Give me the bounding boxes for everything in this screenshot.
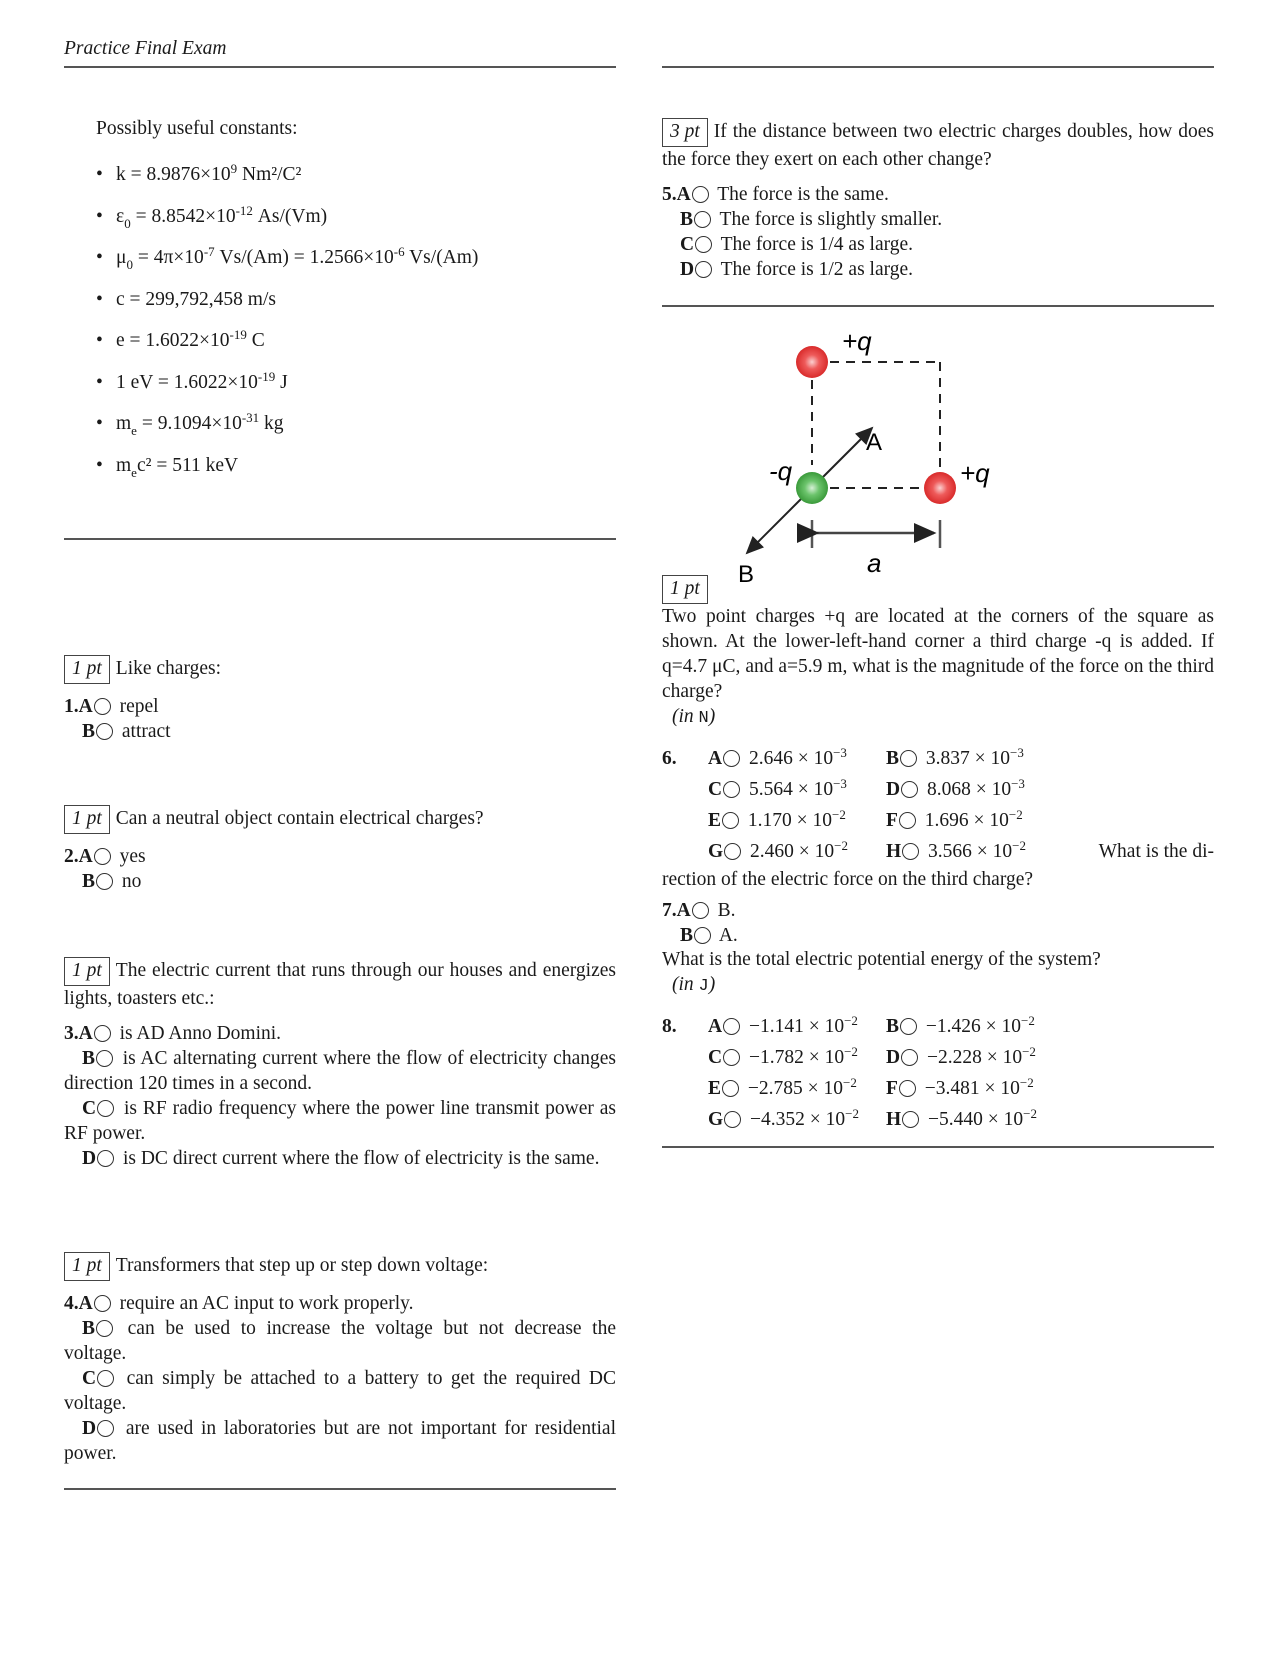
option-8f[interactable]: $F -3.481 \times 10^{-2}$ [886, 1075, 1034, 1099]
radio-circle-icon[interactable] [695, 236, 712, 253]
radio-circle-icon[interactable] [96, 1050, 113, 1067]
option-6f[interactable]: F $1.696 \times 10^{-2}$ [886, 807, 1023, 831]
radio-circle-icon[interactable] [94, 698, 111, 715]
radio-circle-icon[interactable] [723, 1049, 740, 1066]
radio-circle-icon[interactable] [94, 1295, 111, 1312]
option-6a[interactable]: A $2.646 \times 10^{-3}$ [708, 745, 847, 769]
negative-charge-corner-icon [796, 472, 828, 504]
question-stem: Like charges: [115, 658, 222, 679]
option-8b[interactable]: $B -1.426 \times 10^{-2}$ [886, 1013, 1035, 1037]
header-rule-left [64, 66, 616, 68]
question-6 [662, 575, 1214, 892]
radio-circle-icon[interactable] [694, 211, 711, 228]
question-7 [662, 898, 1214, 948]
charge-square-diagram [702, 310, 1002, 590]
option-8c[interactable]: $C -1.782 \times 10^{-2}$ [708, 1044, 858, 1068]
constant-ev: • 1 eV = $1.6022\times 10^{-19}$ J [96, 362, 616, 404]
question-1 [64, 655, 616, 744]
option-6e[interactable]: E $1.170 \times 10^{-2}$ [708, 807, 846, 831]
question-stem: Two point charges +q are located at the corners of the square as shown. At the lower-left-hand corner a third charge -q is added. If q=4.7 μC, and a=5.9 m, what is the magnitude of the force on the third charge? [662, 606, 1214, 702]
unit-label: (in J) [672, 974, 716, 996]
option-8h[interactable]: $H -5.440 \times 10^{-2}$ [886, 1106, 1038, 1130]
option-3a[interactable]: 3.A is AD Anno Domini. [64, 1023, 282, 1044]
option-2a[interactable]: 2.A yes [64, 846, 146, 867]
option-6g[interactable]: G $2.460 \times 10^{-2}$ [708, 838, 849, 862]
question-8 [662, 947, 1214, 1135]
question-4 [64, 1252, 616, 1466]
question-stem: What is the total electric potential energy of the system? [662, 949, 1101, 970]
points-badge: 1 pt [64, 655, 110, 684]
radio-circle-icon[interactable] [722, 1080, 739, 1097]
radio-circle-icon[interactable] [900, 1018, 917, 1035]
positive-charge-right-icon [924, 472, 956, 504]
label-top-charge: +q [842, 326, 872, 356]
constants-rule [64, 538, 616, 540]
radio-circle-icon[interactable] [899, 1080, 916, 1097]
radio-circle-icon[interactable] [97, 1370, 114, 1387]
label-arrow-a: A [866, 429, 883, 456]
radio-circle-icon[interactable] [692, 902, 709, 919]
option-1b[interactable]: B attract [82, 721, 171, 742]
radio-circle-icon[interactable] [694, 927, 711, 944]
constant-e: • $e = 1.6022\times 10^{-19}$ C [96, 320, 616, 362]
radio-circle-icon[interactable] [902, 843, 919, 860]
constant-epsilon0: • $\varepsilon_0 = 8.8542\times 10^{-12}$ As/(Vm) [96, 196, 616, 238]
constants-list [96, 154, 616, 486]
label-arrow-b: B [738, 561, 755, 588]
radio-circle-icon[interactable] [97, 1420, 114, 1437]
question-stem: If the distance between two electric charges doubles, how does the force they exert on each other change? [662, 121, 1214, 170]
option-5d[interactable]: D The force is 1/2 as large. [680, 259, 914, 280]
option-4b[interactable]: B can be used to increase the voltage but not decrease the voltage. [64, 1318, 617, 1364]
answer-grid-6: 6. A $2.646 \times 10^{-3}$ B $3.837 \times 10^{-3}$ C $5.564 \times 10^{-3}$ D $8.068 \times 10^{-3}$ E $1.170 \times 10^{-2}$ F $1.696 \times 10^{-2}$ G $2.460 \times 10^{-2}$ H $3.566 \times 10^{-2}$ What is the di- [662, 743, 1214, 867]
bottom-rule-left [64, 1488, 616, 1490]
radio-circle-icon[interactable] [94, 1025, 111, 1042]
label-corner-charge: -q [769, 456, 793, 486]
points-badge: 3 pt [662, 118, 708, 147]
radio-circle-icon[interactable] [97, 1100, 114, 1117]
radio-circle-icon[interactable] [695, 261, 712, 278]
header-rule-right [662, 66, 1214, 68]
question-2 [64, 805, 616, 894]
radio-circle-icon[interactable] [901, 1049, 918, 1066]
points-badge: 1 pt [64, 805, 110, 834]
q5-rule [662, 305, 1214, 307]
constant-mu0: • $\mu_0 = 4\pi\times 10^{-7}$ $Vs/(Am) = 1.2566\times 10^{-6}$ Vs/(Am) [96, 237, 616, 279]
points-badge: 1 pt [64, 957, 110, 986]
option-4a[interactable]: 4.A require an AC input to work properly. [64, 1293, 414, 1314]
radio-circle-icon[interactable] [692, 186, 709, 203]
question-3 [64, 957, 616, 1171]
option-6d[interactable]: D $8.068 \times 10^{-3}$ [886, 776, 1025, 800]
option-4d[interactable]: D are used in laboratories but are not important for residential power. [64, 1418, 616, 1464]
question-stem: The electric current that runs through our houses and energizes lights, toasters etc.: [64, 960, 616, 1009]
constants-title: Possibly useful constants: [96, 118, 298, 139]
option-6c[interactable]: C $5.564 \times 10^{-3}$ [708, 776, 847, 800]
arrow-b-icon [747, 496, 804, 553]
radio-circle-icon[interactable] [899, 812, 916, 829]
option-3d[interactable]: D is DC direct current where the flow of electricity is the same. [82, 1148, 600, 1169]
radio-circle-icon[interactable] [900, 750, 917, 767]
radio-circle-icon[interactable] [97, 1150, 114, 1167]
distance-marker [812, 520, 940, 548]
constant-k: • $k = 8.9876\times 10^9$ Nm²/C² [96, 154, 616, 196]
radio-circle-icon[interactable] [724, 1111, 741, 1128]
option-8e[interactable]: $E -2.785 \times 10^{-2}$ [708, 1075, 857, 1099]
option-3c[interactable]: C is RF radio frequency where the power line transmit power as RF power. [64, 1098, 616, 1144]
radio-circle-icon[interactable] [723, 1018, 740, 1035]
radio-circle-icon[interactable] [902, 1111, 919, 1128]
radio-circle-icon[interactable] [94, 848, 111, 865]
label-right-charge: +q [960, 458, 990, 488]
option-3b[interactable]: B is AC alternating current where the flow of electricity changes direction 120 times in a second. [64, 1048, 616, 1094]
radio-circle-icon[interactable] [96, 1320, 113, 1337]
option-5a[interactable]: 5.A The force is the same. [662, 184, 889, 205]
answer-grid-8: 8. $A -1.141 \times 10^{-2}$ $B -1.426 \times 10^{-2}$ $C -1.782 \times 10^{-2}$ $D -2.228 \times 10^{-2}$ $E -2.785 \times 10^{-2}$ $F -3.481 \times 10^{-2}$ $G -4.352 \times 10^{-2}$ $H -5.440 \times 10^{-2}$ [662, 1011, 1214, 1135]
option-5b[interactable]: B The force is slightly smaller. [680, 209, 943, 230]
unit-label: (in N) [672, 706, 716, 728]
radio-circle-icon[interactable] [96, 873, 113, 890]
radio-circle-icon[interactable] [901, 781, 918, 798]
arrow-a-icon [820, 428, 872, 480]
option-7a[interactable]: 7.A B. [662, 900, 736, 921]
question-7-stem-part1: What is the di- [1098, 841, 1214, 862]
question-stem: Can a neutral object contain electrical charges? [115, 808, 484, 829]
option-6h[interactable]: H $3.566 \times 10^{-2}$ [886, 838, 1027, 862]
option-8g[interactable]: $G -4.352 \times 10^{-2}$ [708, 1106, 860, 1130]
option-8a[interactable]: $A -1.141 \times 10^{-2}$ [708, 1013, 858, 1037]
question-7-stem-part2: rection of the electric force on the third charge? [662, 869, 1034, 890]
constant-mec2: • $m_ec^2 = 511$ keV [96, 445, 616, 487]
constants-section [96, 118, 616, 486]
question-stem: Transformers that step up or step down voltage: [115, 1255, 489, 1276]
option-6b[interactable]: B $3.837 \times 10^{-3}$ [886, 745, 1024, 769]
radio-circle-icon[interactable] [96, 723, 113, 740]
option-4c[interactable]: C can simply be attached to a battery to get the required DC voltage. [64, 1368, 617, 1414]
option-1a[interactable]: 1.A repel [64, 696, 159, 717]
option-5c[interactable]: C The force is 1/4 as large. [680, 234, 914, 255]
option-8d[interactable]: $D -2.228 \times 10^{-2}$ [886, 1044, 1036, 1068]
radio-circle-icon[interactable] [723, 750, 740, 767]
bottom-rule-right [662, 1146, 1214, 1148]
radio-circle-icon[interactable] [722, 812, 739, 829]
points-badge: 1 pt [662, 575, 708, 604]
page-header-title: Practice Final Exam [64, 38, 227, 59]
option-7b[interactable]: B A. [680, 925, 738, 946]
option-2b[interactable]: B no [82, 871, 142, 892]
constant-c: • c = 299,792,458 m/s [96, 279, 616, 321]
radio-circle-icon[interactable] [724, 843, 741, 860]
question-5 [662, 118, 1214, 282]
points-badge: 1 pt [64, 1252, 110, 1281]
positive-charge-top-icon [796, 346, 828, 378]
label-distance: a [867, 548, 882, 578]
constant-me: • $m_e = 9.1094\times 10^{-31}$ kg [96, 403, 616, 445]
radio-circle-icon[interactable] [723, 781, 740, 798]
